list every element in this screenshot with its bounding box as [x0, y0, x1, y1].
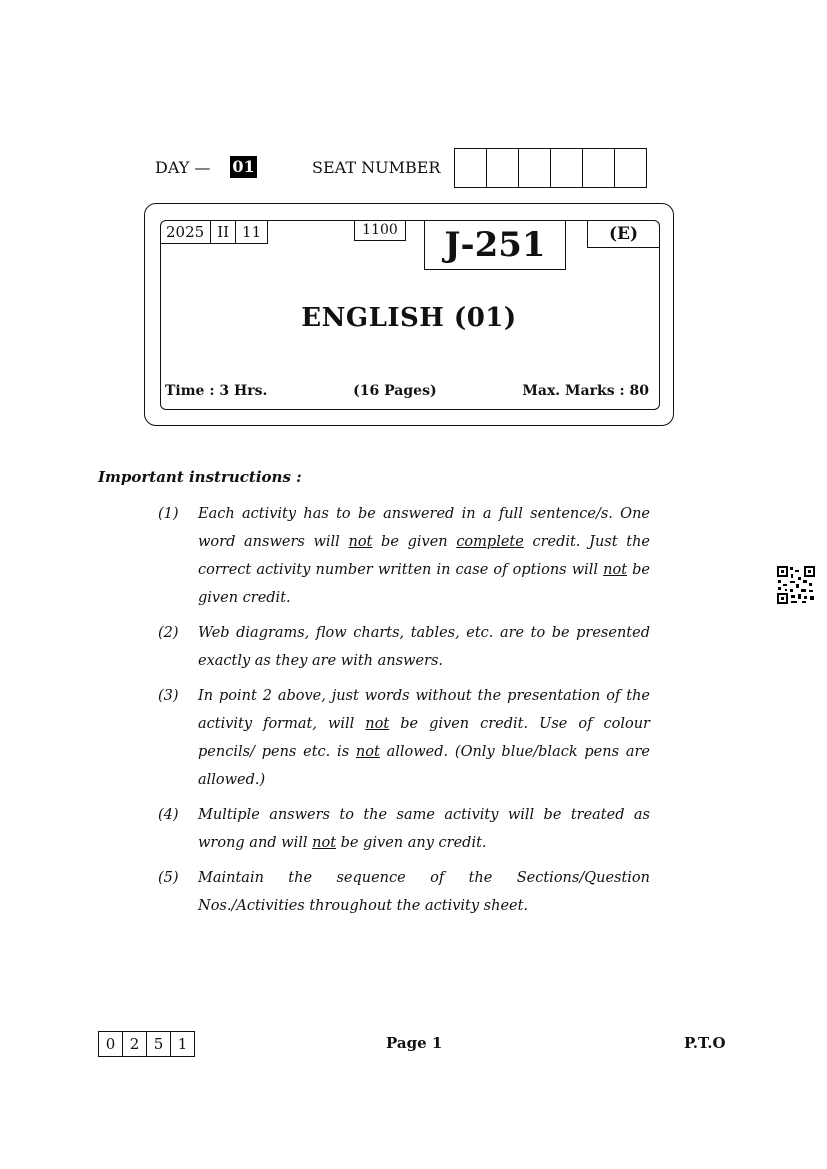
- instruction-item: [158, 682, 650, 794]
- qr-code-icon: [776, 565, 816, 605]
- instructions-list: [158, 500, 650, 927]
- subject-title: ENGLISH (01): [301, 303, 517, 333]
- paper-number-digit: 2: [123, 1032, 147, 1056]
- day-label: DAY —: [155, 158, 211, 177]
- seat-number-box[interactable]: [519, 149, 551, 187]
- day-value: 01: [230, 156, 257, 178]
- max-marks: Max. Marks : 80: [522, 383, 649, 399]
- seat-number-box[interactable]: [615, 149, 646, 187]
- seat-number-boxes[interactable]: [454, 148, 647, 188]
- exam-date: 11: [242, 223, 262, 241]
- page-number: Page 1: [386, 1034, 443, 1052]
- seat-number-box[interactable]: [551, 149, 583, 187]
- instruction-text: Multiple answers to the same activity will be treated as wrong and will not be given any credit.: [198, 807, 650, 851]
- exam-time-code: 1100: [354, 221, 406, 241]
- page-count: (16 Pages): [353, 383, 437, 399]
- instruction-number: (1): [158, 506, 179, 522]
- paper-number-digit: 5: [147, 1032, 171, 1056]
- paper-number-digit: 1: [177, 1035, 188, 1053]
- instruction-item: [158, 864, 650, 920]
- seat-number-label: SEAT NUMBER: [312, 158, 441, 177]
- exam-session: II: [211, 221, 236, 243]
- paper-code: J-251: [424, 221, 566, 270]
- instruction-text: Web diagrams, flow charts, tables, etc. are to be presented exactly as they are with answers.: [198, 625, 650, 669]
- please-turn-over: P.T.O: [684, 1034, 726, 1052]
- instruction-text: Each activity has to be answered in a full sentence/s. One word answers will not be given complete credit. Just the correct activity number written in case of options will not be given credit.: [198, 506, 650, 606]
- instruction-item: [158, 801, 650, 857]
- instruction-text: Maintain the sequence of the Sections/Question Nos./Activities throughout the activity sheet.: [198, 870, 650, 914]
- seat-number-box[interactable]: [455, 149, 487, 187]
- paper-number-digit: 0: [99, 1032, 123, 1056]
- instruction-number: (3): [158, 688, 179, 704]
- paper-number-boxes: [98, 1031, 195, 1057]
- instruction-item: [158, 500, 650, 612]
- time-duration: Time : 3 Hrs.: [165, 383, 268, 399]
- instruction-number: (4): [158, 807, 179, 823]
- medium-badge: (E): [587, 221, 659, 248]
- instruction-number: (2): [158, 625, 179, 641]
- instruction-number: (5): [158, 870, 179, 886]
- seat-number-box[interactable]: [583, 149, 615, 187]
- instruction-item: [158, 619, 650, 675]
- instructions-heading: Important instructions :: [98, 468, 302, 486]
- seat-number-box[interactable]: [487, 149, 519, 187]
- exam-code-cells: [160, 221, 268, 244]
- instruction-text: In point 2 above, just words without the presentation of the activity format, will not be given credit. Use of colour pencils/ pens etc. is not allowed. (Only blue/black pens are allowed.): [198, 688, 650, 788]
- exam-year: 2025: [160, 221, 211, 243]
- paper-info-row: [165, 383, 649, 399]
